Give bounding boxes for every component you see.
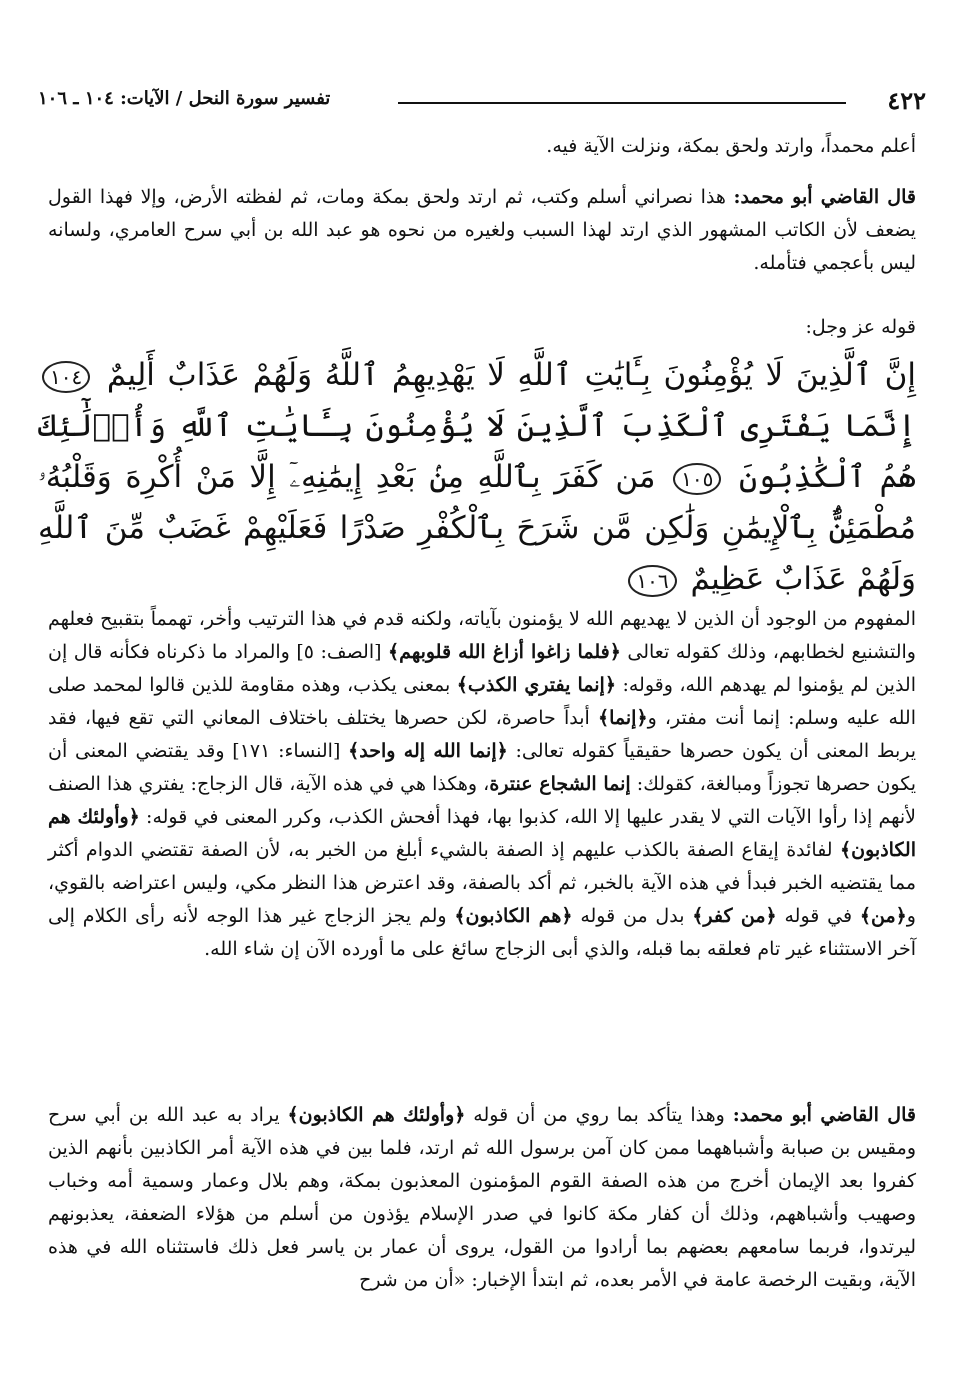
final-a: وهذا يتأكد بما روي من أن قوله	[465, 1104, 733, 1126]
paragraph-1	[48, 130, 916, 163]
final-c: يراد به عبد الله بن أبي سرح ومقيس بن صبابة وأشباههما ممن كان آمن برسول الله ثم ارتد، فلما بين في هذه الآية أمر الكاذبين بأنهم الذين كفروا بعد الإيمان أخرج من هذه الصفة القوم المؤمنون المعذبون بمكة، وهم بلال وعمار وسمية أمه وخباب وصهيب وأشباههم، وذلك أن كفار مكة كانوا في صدر الإسلام يؤذون من أسلم من هؤلاء الضعفة، يعذبونهم ليرتدوا، فربما سامعهم بعضهم بما أرادوا من القول، يروى أن عمار بن ياسر فعل ذلك فاستثناه الله في هذه الآية، وبقيت الرخصة عامة في الأمر بعده، ثم ابتدأ الإخبار: «أن من شرح	[48, 1104, 916, 1291]
commentary-k: ، وهكذا هي في هذه الآية، قال الزجاج: يفتري هذا الصنف لأنهم إذا رأوا الآيات التي لا يقدر عليها إلا الله، كذبوا بها، فهذا أفحش الكذب، وكرر المعنى في قوله:	[48, 773, 917, 828]
page-number: ٤٢٢	[887, 86, 926, 115]
ayah-marker-106: ١٠٦	[628, 565, 676, 597]
quote-kadhibun: ﴿وأولئك هم الكاذبون﴾	[48, 806, 916, 861]
ayah-marker-104: ١٠٤	[42, 361, 90, 393]
commentary-m: لفائدة إيقاع الصفة بالكذب عليهم إذ الصفة بالشيء أبلغ من الخبر به، لأن الصفة تقتضي الدوام أكثر مما يقتضيه الخبر فبدأ في هذه الآية بالخبر، ثم أكد بالصفة، وقد اعترض هذا النظر مكي، وليس اعتراضه بالقوي، و	[48, 839, 916, 927]
quote-zaghu: ﴿فلما زاغوا أزاغ الله قلوبهم﴾	[388, 641, 621, 663]
running-title: تفسير سورة النحل / الآيات: ١٠٤ ـ ١٠٦	[38, 88, 331, 109]
paragraph-final-speaker: قال القاضي أبو محمد:	[732, 1104, 916, 1126]
header-rule	[398, 102, 846, 104]
quote-innama: ﴿إنما﴾	[597, 707, 648, 729]
paragraph-2-speaker: قال القاضي أبو محمد:	[733, 186, 916, 208]
commentary-q: بدل من قوله	[572, 905, 693, 927]
quran-verse-105: إِنَّمَا يَفْتَرِى ٱلْكَذِبَ ٱلَّذِينَ لَا يُؤْمِنُونَ بِـَٔايَٰتِ ٱللَّهِ وَأُو۟لَٰٓئِكَ هُمُ ٱلْكَٰذِبُونَ	[38, 408, 916, 495]
final-quote: ﴿وأولئك هم الكاذبون﴾	[287, 1104, 466, 1126]
verse-intro-text: قوله عز وجل:	[805, 316, 916, 338]
quran-verses	[38, 350, 916, 605]
quote-man: ﴿من﴾	[859, 905, 907, 927]
quran-verse-104: إِنَّ ٱلَّذِينَ لَا يُؤْمِنُونَ بِـَٔايَٰتِ ٱللَّهِ لَا يَهْدِيهِمُ ٱللَّهُ وَلَهُمْ عَذَابٌ أَلِيمٌ	[106, 357, 916, 393]
paragraph-2	[48, 181, 916, 280]
quran-verse-106: مَن كَفَرَ بِٱللَّهِ مِنۢ بَعْدِ إِيمَٰنِهِۦٓ إِلَّا مَنْ أُكْرِهَ وَقَلْبُهُۥ مُطْمَئِنٌّۢ بِٱلْإِيمَٰنِ وَلَٰكِن مَّن شَرَحَ بِٱلْكُفْرِ صَدْرًا فَعَلَيْهِمْ غَضَبٌ مِّنَ ٱللَّهِ وَلَهُمْ عَذَابٌ عَظِيمٌ	[38, 459, 916, 597]
quote-man-kafar: ﴿من كفر﴾	[692, 905, 777, 927]
paragraph-1-text: أعلم محمداً، وارتد ولحق بمكة، ونزلت الآية فيه.	[546, 135, 916, 157]
paragraph-final	[48, 1099, 916, 1297]
commentary-i: [النساء: ١٧١] وقد يقتضي المعنى أن يكون حصرها تجوزاً ومبالغة، كقولك:	[48, 740, 916, 795]
commentary-a: المفهوم من الوجود أن الذين لا يهديهم الله لا يؤمنون بآياته، ولكنه قدم في هذا الترتيب وأخر، تهمماً بتقبيح فعلهم والتشنيع لخطابهم، وذلك كقوله تعالى	[48, 608, 916, 663]
paragraph-commentary	[48, 603, 916, 966]
ayah-marker-105: ١٠٥	[673, 463, 721, 495]
running-header	[38, 86, 926, 116]
quote-ilah-wahid: ﴿إنما الله إله واحد﴾	[348, 740, 508, 762]
quote-yaftari: ﴿إنما يفتري الكذب﴾	[456, 674, 616, 696]
verse-intro	[48, 311, 916, 344]
commentary-c: [الصف: ٥] والمراد ما ذكرناه فكأنه قال إن الذين لم يؤمنوا لم يهدهم الله، وقوله:	[48, 641, 916, 696]
commentary-o: في قوله	[776, 905, 860, 927]
commentary-s: ولم يجز الزجاج غير هذا الوجه لأنه رأى الكلام إلى آخر الاستثناء غير تام فعلقه بما قبله، والذي أبى الزجاج سائغ على ما أورده الآن إن شاء الله.	[48, 905, 916, 960]
quote-hum-kadhibun: ﴿هم الكاذبون﴾	[454, 905, 573, 927]
commentary-e: بمعنى يكذب، وهذه مقاومة للذين قالوا لمحمد صلى الله عليه وسلم: إنما أنت مفتر، و	[48, 674, 916, 729]
quote-antara: إنما الشجاع عنترة	[489, 773, 631, 795]
commentary-g: أبداً حاصرة، لكن حصرها يختلف باختلاف المعاني التي تقع فيها، فقد يربط المعنى أن يكون حصرها حقيقياً كقوله تعالى:	[48, 707, 917, 762]
paragraph-2-text: هذا نصراني أسلم وكتب، ثم ارتد ولحق بمكة ومات، ثم لفظته الأرض، وإلا فهذا القول يضعف لأن الكاتب المشهور الذي ارتد لهذا السبب ولغيره من نحوه هو عبد الله بن أبي سرح العامري، ولسانه ليس بأعجمي فتأمله.	[48, 186, 916, 274]
